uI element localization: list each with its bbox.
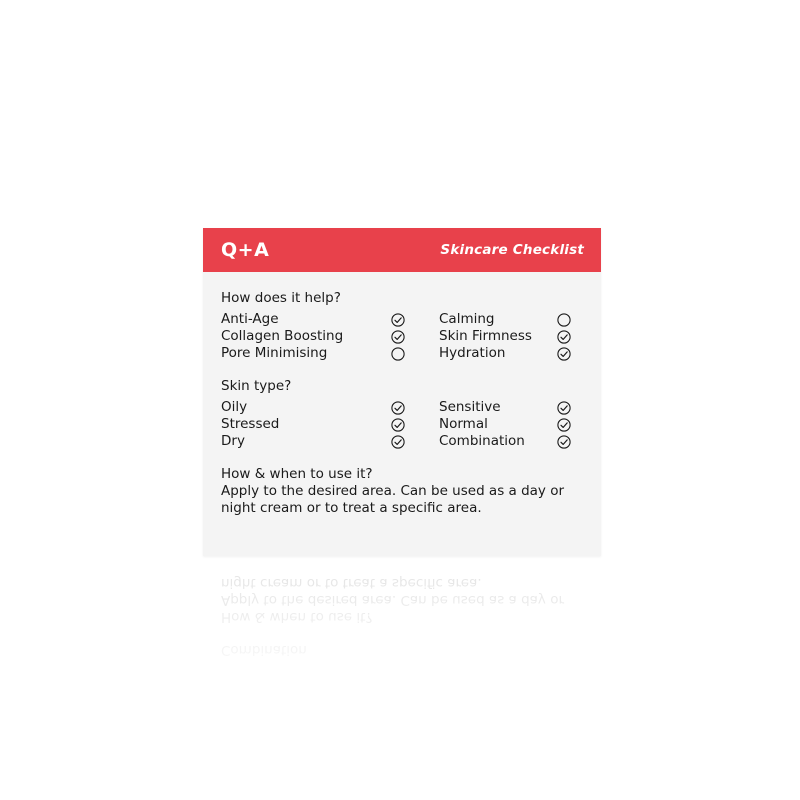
reflection-usage-heading: How & when to use it? xyxy=(221,609,373,625)
usage-instructions: Apply to the desired area. Can be used as a day or night cream or to treat a specific area. xyxy=(221,483,565,516)
brand-band xyxy=(203,228,601,272)
empty-circle-icon xyxy=(557,313,571,327)
check-circle-icon xyxy=(557,328,577,345)
check-circle-icon xyxy=(557,345,577,362)
checklist-label: Skin Firmness xyxy=(439,328,532,344)
check-circle-icon xyxy=(391,401,405,415)
checklist-label: Oily xyxy=(221,399,248,415)
check-circle-icon xyxy=(391,313,405,327)
empty-circle-icon xyxy=(391,347,405,361)
empty-circle-icon xyxy=(391,345,439,362)
check-circle-icon xyxy=(391,330,405,344)
checklist-label: Calming xyxy=(439,311,495,327)
check-circle-icon xyxy=(557,418,571,432)
skin-type-heading: Skin type? xyxy=(221,378,292,394)
checklist-title: Skincare Checklist xyxy=(440,242,584,258)
checklist-label: Anti-Age xyxy=(221,311,279,327)
usage-section xyxy=(221,466,583,517)
check-circle-icon xyxy=(391,418,405,432)
checklist-label: Hydration xyxy=(439,345,506,361)
usage-heading: How & when to use it? xyxy=(221,466,373,482)
checklist-label: Sensitive xyxy=(439,399,501,415)
checklist-label: Dry xyxy=(221,433,245,449)
empty-circle-icon xyxy=(557,311,577,328)
check-circle-icon xyxy=(391,399,439,416)
check-circle-icon xyxy=(557,435,571,449)
checklist-content xyxy=(203,272,601,517)
check-circle-icon xyxy=(557,433,577,450)
check-circle-icon xyxy=(391,416,439,433)
check-circle-icon xyxy=(391,311,439,328)
check-circle-icon xyxy=(557,347,571,361)
checklist-label: Collagen Boosting xyxy=(221,328,344,344)
checklist-label: Pore Minimising xyxy=(221,345,328,361)
reflection-combination: Combination xyxy=(221,642,307,658)
checklist-label: Normal xyxy=(439,416,488,432)
checklist-label: Combination xyxy=(439,433,525,449)
benefits-grid xyxy=(221,311,583,362)
reflection-content xyxy=(203,560,601,700)
product-box-face xyxy=(203,228,601,556)
benefits-heading: How does it help? xyxy=(221,290,341,306)
check-circle-icon xyxy=(557,399,577,416)
check-circle-icon xyxy=(557,416,577,433)
checklist-label: Stressed xyxy=(221,416,280,432)
brand-logo: Q+A xyxy=(221,239,270,261)
check-circle-icon xyxy=(557,330,571,344)
check-circle-icon xyxy=(557,401,571,415)
skin-type-grid xyxy=(221,399,583,450)
check-circle-icon xyxy=(391,435,405,449)
reflection-fade xyxy=(203,560,601,700)
reflection-usage-text: Apply to the desired area. Can be used as a day or night cream or to treat a specific area. xyxy=(221,575,565,608)
check-circle-icon xyxy=(391,433,439,450)
check-circle-icon xyxy=(391,328,439,345)
